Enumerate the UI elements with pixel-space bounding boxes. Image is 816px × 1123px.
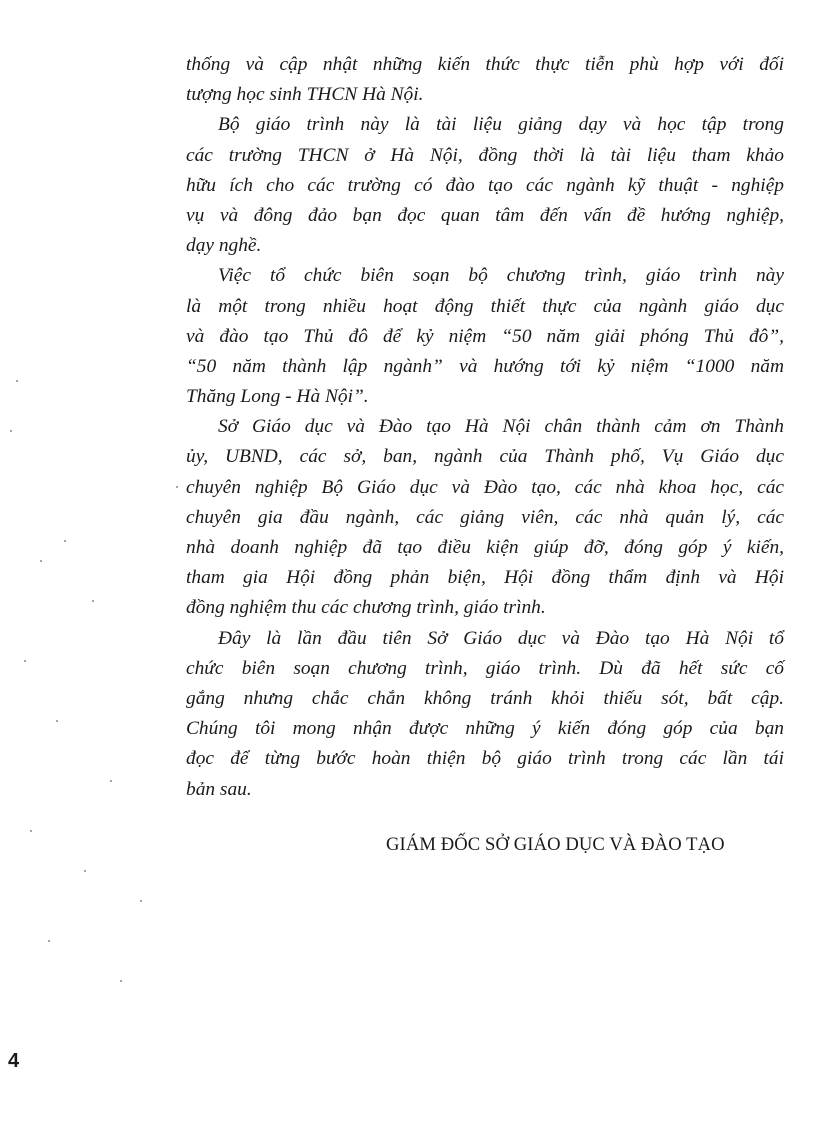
- scan-speck: [92, 600, 94, 602]
- scan-speck: [110, 780, 112, 782]
- text-line: nhà doanh nghiệp đã tạo điều kiện giúp đỡ, đóng góp ý kiến,: [186, 537, 784, 558]
- text-line: hữu ích cho các trường có đào tạo các ngành kỹ thuật - nghiệp: [186, 174, 784, 196]
- body-text: [186, 50, 784, 805]
- text-line: ủy, UBND, các sở, ban, ngành của Thành phố, Vụ Giáo dục: [186, 446, 784, 468]
- scan-speck: [30, 830, 32, 832]
- text-line: là một trong nhiều hoạt động thiết thực của ngành giáo dục: [186, 295, 784, 317]
- text-line: Sở Giáo dục và Đào tạo Hà Nội chân thành cảm ơn Thành: [218, 416, 784, 438]
- scan-speck: [56, 720, 58, 722]
- scan-speck: [24, 660, 26, 662]
- text-line: chuyên gia đầu ngành, các giảng viên, các nhà quản lý, các: [186, 506, 784, 528]
- text-line: và đào tạo Thủ đô để kỷ niệm “50 năm giải phóng Thủ đô”,: [186, 325, 784, 347]
- scan-speck: [140, 900, 142, 902]
- scan-speck: [40, 560, 42, 562]
- text-line: đọc để từng bước hoàn thiện bộ giáo trình trong các lần tái: [186, 748, 784, 770]
- text-line: thống và cập nhật những kiến thức thực tiễn phù hợp với đối: [186, 54, 784, 75]
- text-line: Chúng tôi mong nhận được những ý kiến đóng góp của bạn: [186, 718, 784, 740]
- scan-speck: [176, 486, 178, 488]
- scan-speck: [48, 940, 50, 942]
- scan-speck: [120, 980, 122, 982]
- text-line: Việc tổ chức biên soạn bộ chương trình, giáo trình này: [218, 265, 784, 287]
- text-line: gắng nhưng chắc chắn không tránh khỏi thiếu sót, bất cập.: [186, 687, 784, 709]
- scan-speck: [84, 870, 86, 872]
- signature-title: GIÁM ĐỐC SỞ GIÁO DỤC VÀ ĐÀO TẠO: [386, 834, 725, 855]
- text-line: đồng nghiệm thu các chương trình, giáo trình.: [186, 597, 546, 619]
- text-line: Bộ giáo trình này là tài liệu giảng dạy và học tập trong: [218, 114, 784, 136]
- text-line: tượng học sinh THCN Hà Nội.: [186, 84, 424, 106]
- text-line: bản sau.: [186, 778, 252, 800]
- scan-speck: [64, 540, 66, 542]
- text-line: dạy nghề.: [186, 235, 262, 257]
- text-line: vụ và đông đảo bạn đọc quan tâm đến vấn đề hướng nghiệp,: [186, 204, 784, 226]
- text-line: “50 năm thành lập ngành” và hướng tới kỷ niệm “1000 năm: [186, 355, 784, 377]
- text-line: tham gia Hội đồng phản biện, Hội đồng thẩm định và Hội: [186, 567, 784, 589]
- scan-speck: [10, 430, 12, 432]
- text-line: Thăng Long - Hà Nội”.: [186, 386, 369, 408]
- text-line: chuyên nghiệp Bộ Giáo dục và Đào tạo, các nhà khoa học, các: [186, 476, 784, 498]
- text-line: Đây là lần đầu tiên Sở Giáo dục và Đào tạo Hà Nội tổ: [218, 627, 784, 649]
- scan-speck: [16, 380, 18, 382]
- page-number: 4: [8, 1050, 20, 1072]
- text-line: các trường THCN ở Hà Nội, đồng thời là tài liệu tham khảo: [186, 144, 784, 166]
- text-line: chức biên soạn chương trình, giáo trình. Dù đã hết sức cố: [186, 657, 784, 679]
